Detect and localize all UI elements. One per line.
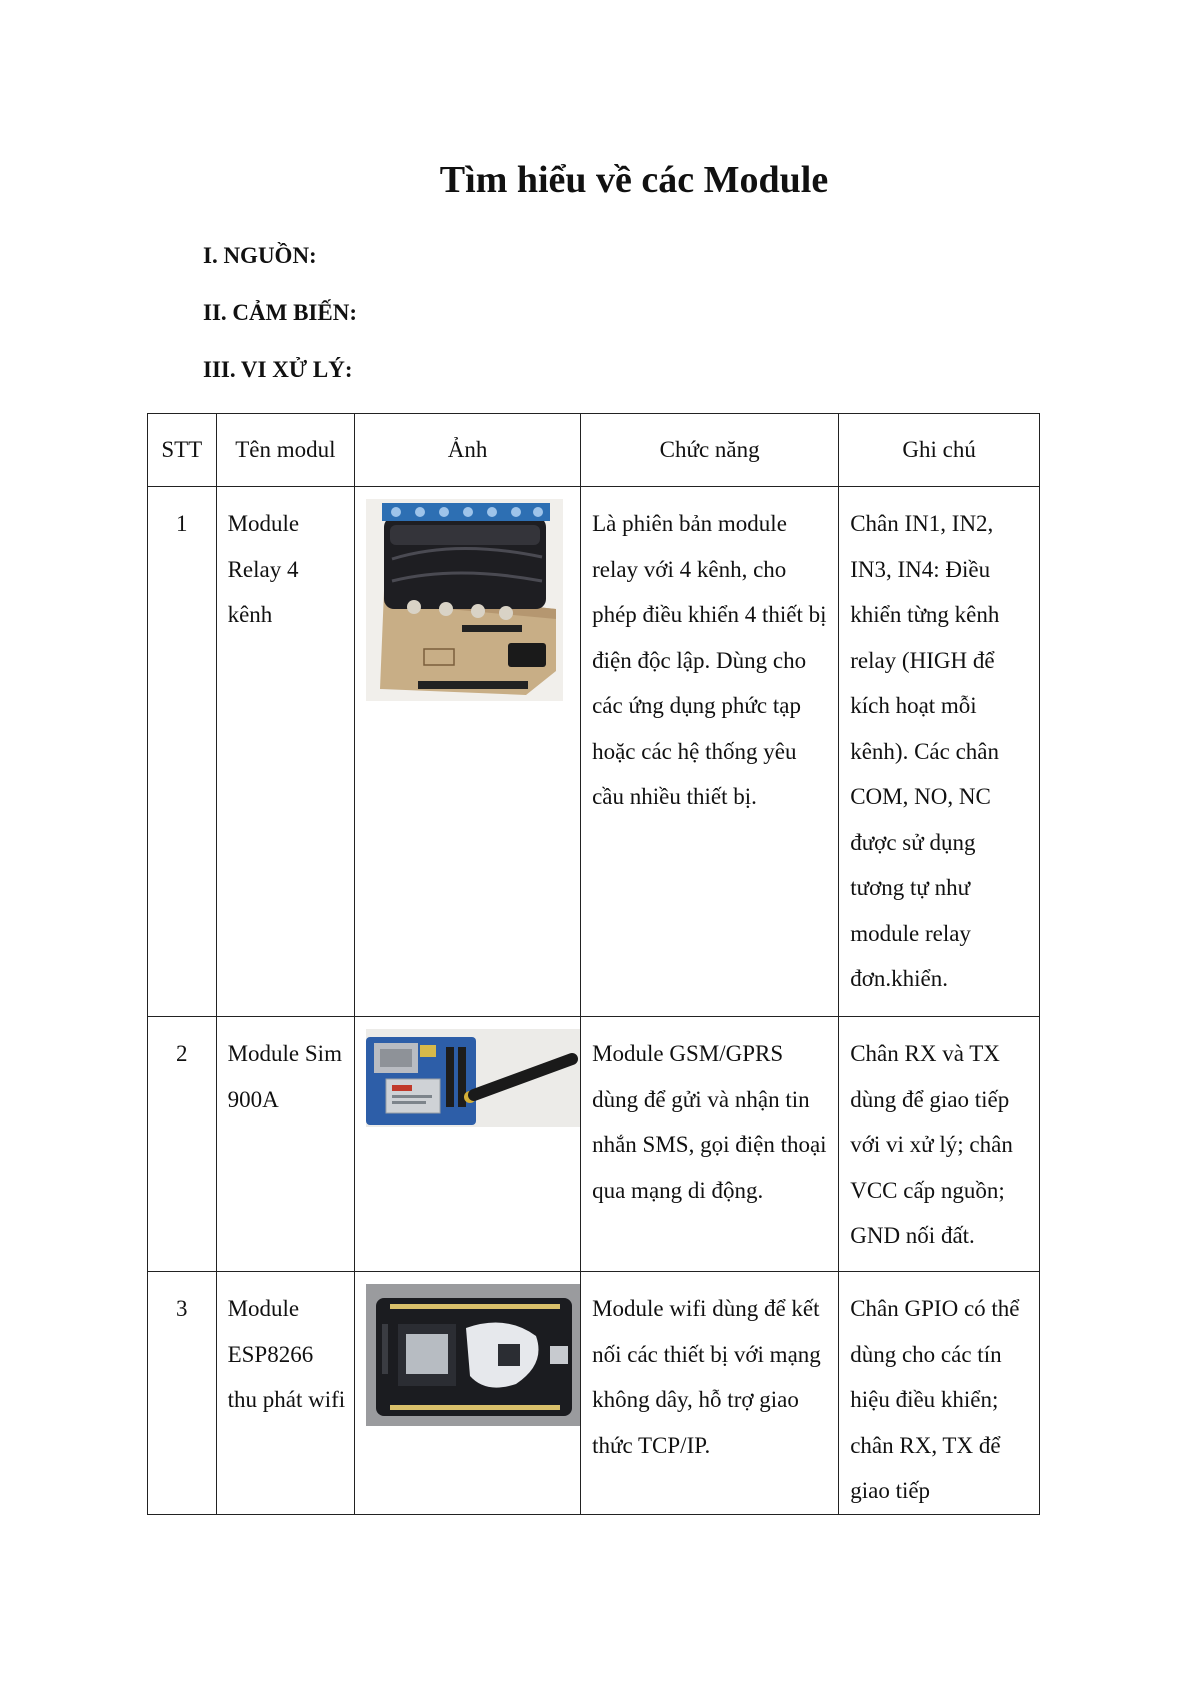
- header-name: Tên modul: [216, 414, 355, 487]
- cell-name: Module ESP8266 thu phát wifi: [216, 1272, 355, 1515]
- cell-image: [355, 487, 581, 1017]
- table-row: [148, 1272, 1040, 1515]
- cell-note: Chân GPIO có thể dùng cho các tín hiệu điều khiển; chân RX, TX để giao tiếp: [839, 1272, 1040, 1515]
- table-row: [148, 1017, 1040, 1272]
- cell-note: Chân IN1, IN2, IN3, IN4: Điều khiển từng kênh relay (HIGH để kích hoạt mỗi kênh). Các chân COM, NO, NC được sử dụng tương tự như module relay đơn.khiển.: [839, 487, 1040, 1017]
- header-function: Chức năng: [581, 414, 839, 487]
- cell-stt: 1: [148, 487, 217, 1017]
- sim900a-photo: [366, 1029, 580, 1127]
- cell-name: Module Sim 900A: [216, 1017, 355, 1272]
- cell-function: Là phiên bản module relay với 4 kênh, cho phép điều khiển 4 thiết bị điện độc lập. Dùng cho các ứng dụng phức tạp hoặc các hệ thống yêu cầu nhiều thiết bị.: [581, 487, 839, 1017]
- header-image: Ảnh: [355, 414, 581, 487]
- section-heading-sensors: II. CẢM BIẾN:: [203, 300, 357, 325]
- header-stt: STT: [148, 414, 217, 487]
- cell-image: [355, 1017, 581, 1272]
- relay-4-channel-photo: [366, 499, 580, 701]
- header-note: Ghi chú: [839, 414, 1040, 487]
- cell-stt: 3: [148, 1272, 217, 1515]
- table-row: [148, 487, 1040, 1017]
- cell-function: Module GSM/GPRS dùng để gửi và nhận tin nhắn SMS, gọi điện thoại qua mạng di động.: [581, 1017, 839, 1272]
- section-heading-processor: III. VI XỬ LÝ:: [203, 357, 353, 382]
- module-table: [147, 413, 1040, 1515]
- section-heading-power: I. NGUỒN:: [203, 243, 317, 268]
- cell-image: [355, 1272, 581, 1515]
- cell-name: Module Relay 4 kênh: [216, 487, 355, 1017]
- table-header-row: [148, 414, 1040, 487]
- esp8266-photo: [366, 1284, 580, 1426]
- cell-note: Chân RX và TX dùng để giao tiếp với vi xử lý; chân VCC cấp nguồn; GND nối đất.: [839, 1017, 1040, 1272]
- cell-function: Module wifi dùng để kết nối các thiết bị với mạng không dây, hỗ trợ giao thức TCP/IP.: [581, 1272, 839, 1515]
- page-title: Tìm hiểu về các Module: [439, 159, 829, 201]
- cell-stt: 2: [148, 1017, 217, 1272]
